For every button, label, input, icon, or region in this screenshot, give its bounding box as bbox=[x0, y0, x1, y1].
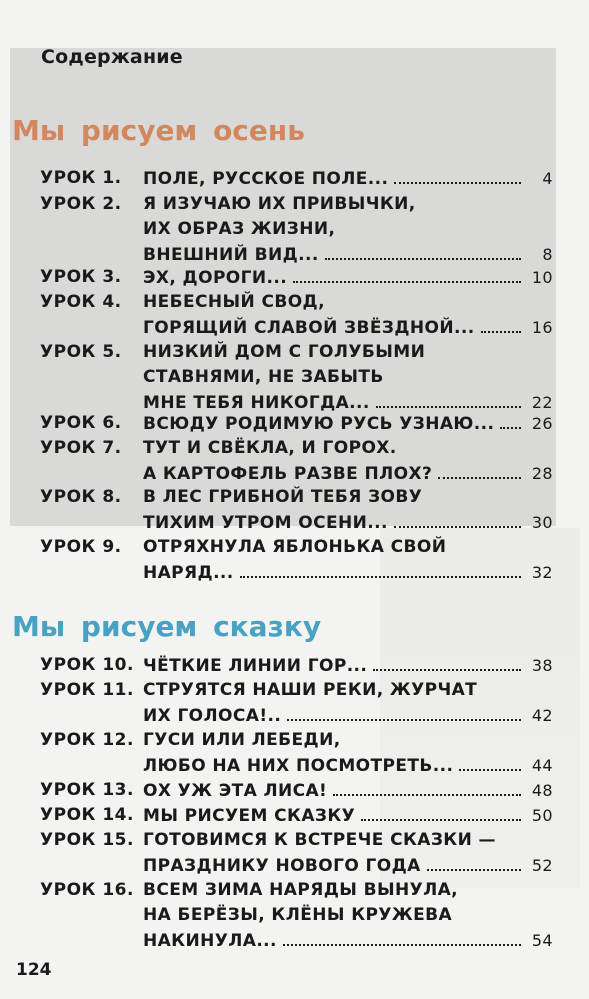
lesson-number: УРОК 14. bbox=[40, 805, 134, 825]
lesson-page-number: 44 bbox=[531, 756, 553, 775]
lesson-title bbox=[143, 730, 553, 780]
lesson-page-number: 32 bbox=[531, 563, 553, 582]
section-title-fairy-tale: Мы рисуем сказку bbox=[12, 610, 322, 643]
lesson-title-text: ПОЛЕ, РУССКОЕ ПОЛЕ... bbox=[143, 169, 389, 189]
lesson-title-line: ИХ ОБРАЗ ЖИЗНИ, bbox=[143, 219, 336, 239]
lesson-title-line: ГУСИ ИЛИ ЛЕБЕДИ, bbox=[143, 730, 341, 750]
lesson-title bbox=[143, 267, 553, 292]
lesson-page-number: 16 bbox=[531, 318, 553, 337]
lesson-title-text: ЧЁТКИЕ ЛИНИИ ГОР... bbox=[143, 656, 368, 676]
lesson-number: УРОК 6. bbox=[40, 413, 122, 433]
lesson-title-line: Я ИЗУЧАЮ ИХ ПРИВЫЧКИ, bbox=[143, 194, 416, 214]
lesson-title-line bbox=[143, 244, 553, 269]
lesson-page-number: 4 bbox=[542, 169, 553, 188]
section-title-autumn: Мы рисуем осень bbox=[12, 114, 305, 147]
lesson-title-text: ВНЕШНИЙ ВИД... bbox=[143, 245, 319, 265]
lesson-title-line: ОТРЯХНУЛА ЯБЛОНЬКА СВОЙ bbox=[143, 537, 447, 557]
dot-leader bbox=[240, 562, 521, 578]
lesson-title-line: ГОТОВИМСЯ К ВСТРЕЧЕ СКАЗКИ — bbox=[143, 830, 496, 850]
lesson-title-line bbox=[143, 267, 553, 292]
lesson-number: УРОК 10. bbox=[40, 655, 134, 675]
lesson-title-line bbox=[143, 855, 553, 880]
lesson-title bbox=[143, 680, 553, 730]
lesson-number: УРОК 2. bbox=[40, 194, 122, 214]
lesson-title-line bbox=[143, 317, 553, 342]
lesson-title-line bbox=[143, 780, 553, 805]
lesson-page-number: 26 bbox=[531, 414, 553, 433]
dot-leader bbox=[325, 244, 521, 260]
lesson-title-line bbox=[143, 463, 553, 488]
lesson-title bbox=[143, 830, 553, 880]
lesson-title-text: МНЕ ТЕБЯ НИКОГДА... bbox=[143, 393, 370, 413]
lesson-title-line: СТРУЯТСЯ НАШИ РЕКИ, ЖУРЧАТ bbox=[143, 680, 478, 700]
dot-leader bbox=[438, 463, 521, 479]
lesson-title bbox=[143, 880, 553, 955]
lesson-title bbox=[143, 168, 553, 193]
lesson-number: УРОК 3. bbox=[40, 267, 122, 287]
lesson-title-text: ВСЮДУ РОДИМУЮ РУСЬ УЗНАЮ... bbox=[143, 414, 495, 434]
lesson-page-number: 54 bbox=[531, 931, 553, 950]
page-number: 124 bbox=[16, 960, 52, 980]
lesson-number: УРОК 15. bbox=[40, 830, 134, 850]
lesson-page-number: 10 bbox=[531, 268, 553, 287]
lesson-title-text: ИХ ГОЛОСА!.. bbox=[143, 706, 282, 726]
lesson-title-line bbox=[143, 755, 553, 780]
lesson-title-line bbox=[143, 413, 553, 438]
dot-leader bbox=[293, 267, 521, 283]
lesson-number: УРОК 12. bbox=[40, 730, 134, 750]
lesson-title-text: НАРЯД... bbox=[143, 563, 234, 583]
dot-leader bbox=[427, 855, 521, 871]
lesson-page-number: 52 bbox=[531, 856, 553, 875]
dot-leader bbox=[500, 413, 521, 429]
contents-title: Содержание bbox=[41, 46, 183, 68]
lesson-page-number: 28 bbox=[531, 464, 553, 483]
lesson-page-number: 50 bbox=[531, 806, 553, 825]
lesson-title-line: ТУТ И СВЁКЛА, И ГОРОХ. bbox=[143, 438, 397, 458]
lesson-title-text: ОХ УЖ ЭТА ЛИСА! bbox=[143, 781, 328, 801]
lesson-title-text: ГОРЯЩИЙ СЛАВОЙ ЗВЁЗДНОЙ... bbox=[143, 318, 475, 338]
lesson-title bbox=[143, 487, 553, 537]
lesson-title-line bbox=[143, 512, 553, 537]
lesson-number: УРОК 5. bbox=[40, 342, 122, 362]
lesson-title-text: ТИХИМ УТРОМ ОСЕНИ... bbox=[143, 513, 388, 533]
lesson-title bbox=[143, 194, 553, 269]
lesson-title-line: НЕБЕСНЫЙ СВОД, bbox=[143, 292, 325, 312]
dot-leader bbox=[376, 392, 521, 408]
lesson-title-line bbox=[143, 168, 553, 193]
lesson-title-line bbox=[143, 562, 553, 587]
dot-leader bbox=[287, 705, 521, 721]
dot-leader bbox=[283, 930, 521, 946]
lesson-number: УРОК 11. bbox=[40, 680, 134, 700]
lesson-title-line: ВСЕМ ЗИМА НАРЯДЫ ВЫНУЛА, bbox=[143, 880, 459, 900]
lesson-page-number: 22 bbox=[531, 393, 553, 412]
lesson-title-text: ПРАЗДНИКУ НОВОГО ГОДА bbox=[143, 856, 421, 876]
lesson-title bbox=[143, 438, 553, 488]
lesson-title-line bbox=[143, 655, 553, 680]
lesson-title-line: СТАВНЯМИ, НЕ ЗАБЫТЬ bbox=[143, 367, 384, 387]
lesson-number: УРОК 4. bbox=[40, 292, 122, 312]
dot-leader bbox=[394, 168, 521, 184]
lesson-title-line: НА БЕРЁЗЫ, КЛЁНЫ КРУЖЕВА bbox=[143, 905, 453, 925]
lesson-number: УРОК 7. bbox=[40, 438, 122, 458]
lesson-title-line bbox=[143, 705, 553, 730]
lesson-page-number: 8 bbox=[542, 245, 553, 264]
lesson-title-text: ЭХ, ДОРОГИ... bbox=[143, 268, 288, 288]
lesson-title bbox=[143, 537, 553, 587]
lesson-page-number: 38 bbox=[531, 656, 553, 675]
dot-leader bbox=[373, 655, 521, 671]
lesson-title bbox=[143, 342, 553, 417]
lesson-page-number: 48 bbox=[531, 781, 553, 800]
lesson-title bbox=[143, 292, 553, 342]
lesson-title-line bbox=[143, 930, 553, 955]
lesson-number: УРОК 8. bbox=[40, 487, 122, 507]
dot-leader bbox=[459, 755, 521, 771]
lesson-title bbox=[143, 655, 553, 680]
lesson-title-line bbox=[143, 805, 553, 830]
lesson-title bbox=[143, 413, 553, 438]
lesson-title-text: ЛЮБО НА НИХ ПОСМОТРЕТЬ... bbox=[143, 756, 454, 776]
lesson-number: УРОК 13. bbox=[40, 780, 134, 800]
lesson-number: УРОК 9. bbox=[40, 537, 122, 557]
dot-leader bbox=[481, 317, 521, 333]
lesson-title bbox=[143, 805, 553, 830]
lesson-title bbox=[143, 780, 553, 805]
dot-leader bbox=[394, 512, 521, 528]
lesson-title-text: НАКИНУЛА... bbox=[143, 931, 277, 951]
lesson-number: УРОК 16. bbox=[40, 880, 134, 900]
dot-leader bbox=[333, 780, 521, 796]
lesson-title-text: МЫ РИСУЕМ СКАЗКУ bbox=[143, 806, 356, 826]
lesson-page-number: 30 bbox=[531, 513, 553, 532]
lesson-number: УРОК 1. bbox=[40, 168, 122, 188]
lesson-title-line: В ЛЕС ГРИБНОЙ ТЕБЯ ЗОВУ bbox=[143, 487, 423, 507]
dot-leader bbox=[361, 805, 521, 821]
lesson-page-number: 42 bbox=[531, 706, 553, 725]
lesson-title-text: А КАРТОФЕЛЬ РАЗВЕ ПЛОХ? bbox=[143, 464, 433, 484]
lesson-title-line: НИЗКИЙ ДОМ С ГОЛУБЫМИ bbox=[143, 342, 426, 362]
